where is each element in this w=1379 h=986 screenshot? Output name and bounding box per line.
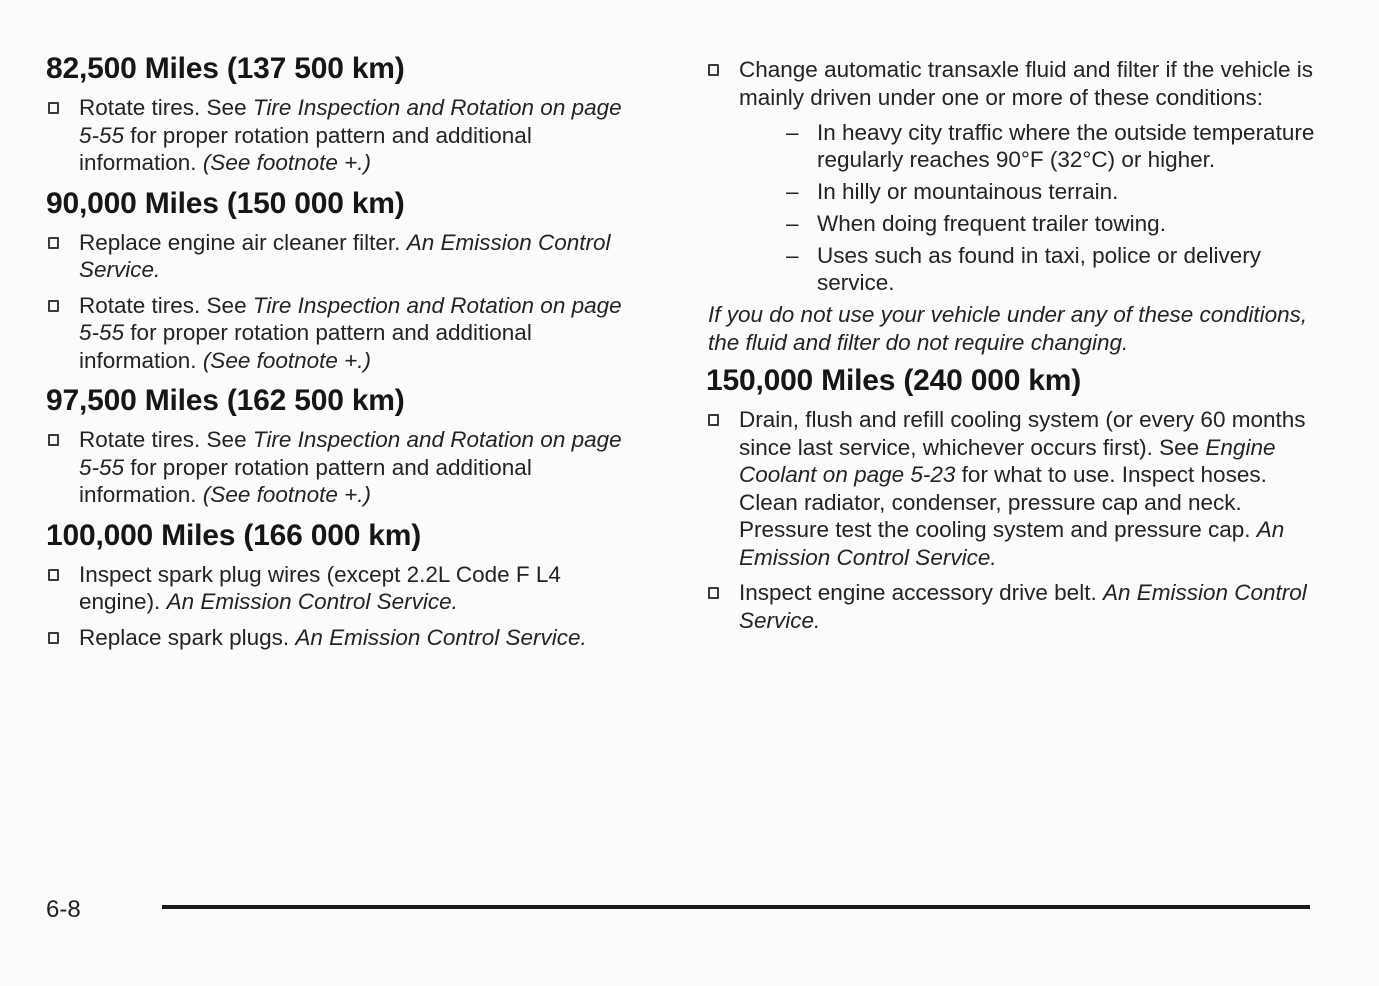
conditions-list bbox=[786, 119, 1316, 296]
item-text: Rotate tires. See bbox=[79, 95, 253, 120]
checkbox-icon bbox=[48, 102, 59, 114]
item-reference: Tire Inspection and Rotation on page 5-55 bbox=[79, 427, 622, 480]
checkbox-icon bbox=[708, 64, 719, 76]
item-text: Replace engine air cleaner filter. bbox=[79, 229, 407, 255]
item-text: Inspect engine accessory drive belt. bbox=[739, 580, 1103, 605]
section-heading: 82,500 Miles (137 500 km) bbox=[46, 52, 405, 85]
item-reference: Engine Coolant on page 5-23 bbox=[739, 434, 1276, 487]
condition-text: In heavy city traffic where the outside temperature regularly reaches 90°F (32°C) or higher. bbox=[817, 120, 1315, 172]
section-heading: 90,000 Miles (150 000 km) bbox=[46, 186, 405, 220]
section-97500 bbox=[46, 384, 646, 509]
section-100000 bbox=[46, 519, 646, 652]
dash-bullet: – bbox=[786, 120, 799, 145]
item-service-note: An Emission Control Service. bbox=[166, 589, 458, 614]
checklist-item bbox=[46, 94, 646, 177]
item-reference: Tire Inspection and Rotation on page 5-55 bbox=[79, 95, 622, 148]
section-heading: 97,500 Miles (162 500 km) bbox=[46, 384, 405, 417]
item-reference: Tire Inspection and Rotation on page 5-55 bbox=[79, 292, 622, 345]
item-text: Inspect spark plug wires (except 2.2L Code F L4 engine). bbox=[79, 561, 561, 614]
item-text: Rotate tires. See bbox=[79, 292, 253, 318]
item-footnote: (See footnote +.) bbox=[202, 347, 372, 373]
condition-text: Uses such as found in taxi, police or delivery service. bbox=[817, 243, 1261, 295]
checkbox-icon bbox=[708, 414, 719, 426]
checkbox-icon bbox=[48, 434, 59, 446]
checkbox-icon bbox=[48, 237, 59, 249]
checkbox-icon bbox=[708, 587, 719, 599]
checkbox-icon bbox=[48, 569, 59, 581]
dash-bullet: – bbox=[786, 179, 799, 204]
item-service-note: An Emission Control Service. bbox=[79, 229, 611, 282]
condition-item bbox=[786, 178, 1316, 205]
checklist-item bbox=[46, 426, 646, 509]
condition-item bbox=[786, 242, 1316, 296]
item-text: Change automatic transaxle fluid and filter if the vehicle is mainly driven under one or more of these conditions: bbox=[739, 57, 1314, 110]
condition-text: In hilly or mountainous terrain. bbox=[817, 179, 1119, 204]
checklist-item bbox=[46, 292, 646, 375]
checklist-item bbox=[46, 561, 646, 616]
section-150000 bbox=[706, 364, 1316, 634]
checkbox-icon bbox=[48, 632, 59, 644]
section-82500 bbox=[46, 52, 646, 177]
checklist-item bbox=[46, 229, 646, 284]
condition-text: When doing frequent trailer towing. bbox=[817, 211, 1166, 236]
section-heading: 150,000 Miles (240 000 km) bbox=[706, 364, 1082, 397]
dash-bullet: – bbox=[786, 211, 799, 236]
checklist-item bbox=[46, 624, 646, 652]
checklist-item bbox=[706, 406, 1316, 571]
dash-bullet: – bbox=[786, 243, 799, 268]
item-footnote: (See footnote +.) bbox=[202, 482, 372, 507]
right-column bbox=[706, 56, 1316, 644]
item-service-note: An Emission Control Service. bbox=[295, 624, 587, 650]
checklist-item-transaxle bbox=[706, 56, 1316, 111]
item-text: Replace spark plugs. bbox=[79, 624, 296, 650]
italic-note: If you do not use your vehicle under any of these conditions, the fluid and filter do not require changing. bbox=[708, 302, 1308, 355]
item-service-note: An Emission Control Service. bbox=[739, 517, 1285, 570]
checkbox-icon bbox=[48, 300, 59, 312]
left-column bbox=[46, 52, 646, 661]
condition-item bbox=[786, 119, 1316, 173]
footer-rule bbox=[162, 905, 1310, 909]
page-number: 6-8 bbox=[46, 896, 81, 923]
item-text: Rotate tires. See bbox=[79, 427, 253, 452]
section-90000 bbox=[46, 187, 646, 375]
item-service-note: An Emission Control Service. bbox=[739, 580, 1307, 633]
item-footnote: (See footnote +.) bbox=[202, 150, 372, 175]
item-text: for what to use. Inspect hoses. Clean radiator, condenser, pressure cap and neck. Pressure test the cooling system and pressure cap. bbox=[739, 462, 1267, 542]
checklist-item bbox=[706, 579, 1316, 634]
condition-item bbox=[786, 210, 1316, 237]
item-text: Drain, flush and refill cooling system (or every 60 months since last service, whichever occurs first). See bbox=[739, 407, 1306, 460]
item-text: for proper rotation pattern and additional information. bbox=[79, 320, 532, 373]
section-heading: 100,000 Miles (166 000 km) bbox=[46, 518, 422, 552]
item-text: for proper rotation pattern and additional information. bbox=[79, 454, 532, 507]
item-text: for proper rotation pattern and additional information. bbox=[79, 122, 532, 175]
